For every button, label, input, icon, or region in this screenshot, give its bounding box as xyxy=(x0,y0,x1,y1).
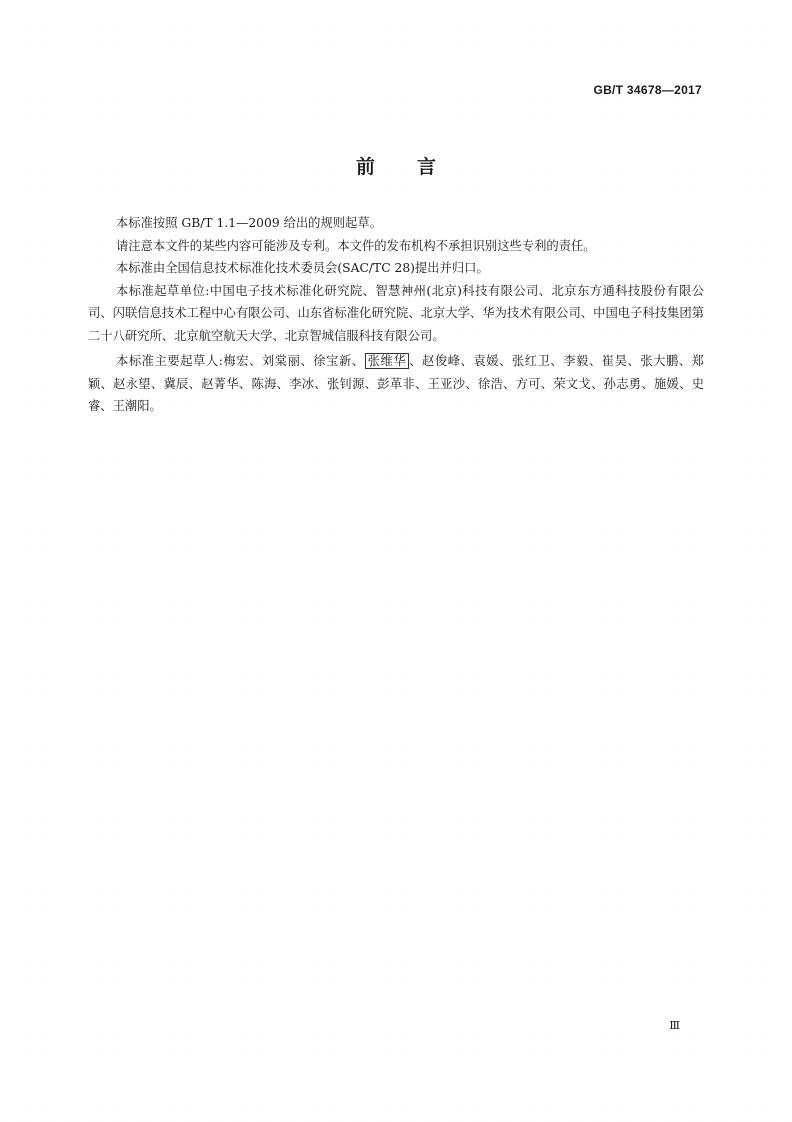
document-body xyxy=(88,212,704,418)
paragraph-drafting-units: 本标准起草单位:中国电子技术标准化研究院、智慧神州(北京)科技有限公司、北京东方通科技股份有限公司、闪联信息技术工程中心有限公司、山东省标准化研究院、北京大学、华为技术有限公司、中国电子科技集团第二十八研究所、北京航空航天大学、北京智城信服科技有限公司。 xyxy=(88,283,704,343)
paragraph-main-drafters xyxy=(88,350,704,418)
drafters-remaining-text: 、赵俊峰、袁媛、张红卫、李毅、崔昊、张大鹏、郑颖、赵永望、冀辰、赵菁华、陈海、李冰、张钊源、彭革非、王亚沙、徐浩、方可、荣文戈、孙志勇、施媛、史睿、王潮阳。 xyxy=(88,354,704,413)
paragraph-proposer: 本标准由全国信息技术标准化技术委员会(SAC/TC 28)提出并归口。 xyxy=(116,261,489,275)
standard-code: GB/T 34678—2017 xyxy=(593,83,702,97)
page-number: Ⅲ xyxy=(669,1019,679,1032)
highlighted-drafter-name: 张维华 xyxy=(365,353,410,369)
paragraph-drafting-rules: 本标准按照 GB/T 1.1—2009 给出的规则起草。 xyxy=(116,216,382,230)
drafters-lead-text: 本标准主要起草人:梅宏、刘棠丽、徐宝新、 xyxy=(116,354,365,368)
page-title: 前言 xyxy=(355,156,478,178)
paragraph-patent-notice: 请注意本文件的某些内容可能涉及专利。本文件的发布机构不承担识别这些专利的责任。 xyxy=(116,238,596,253)
